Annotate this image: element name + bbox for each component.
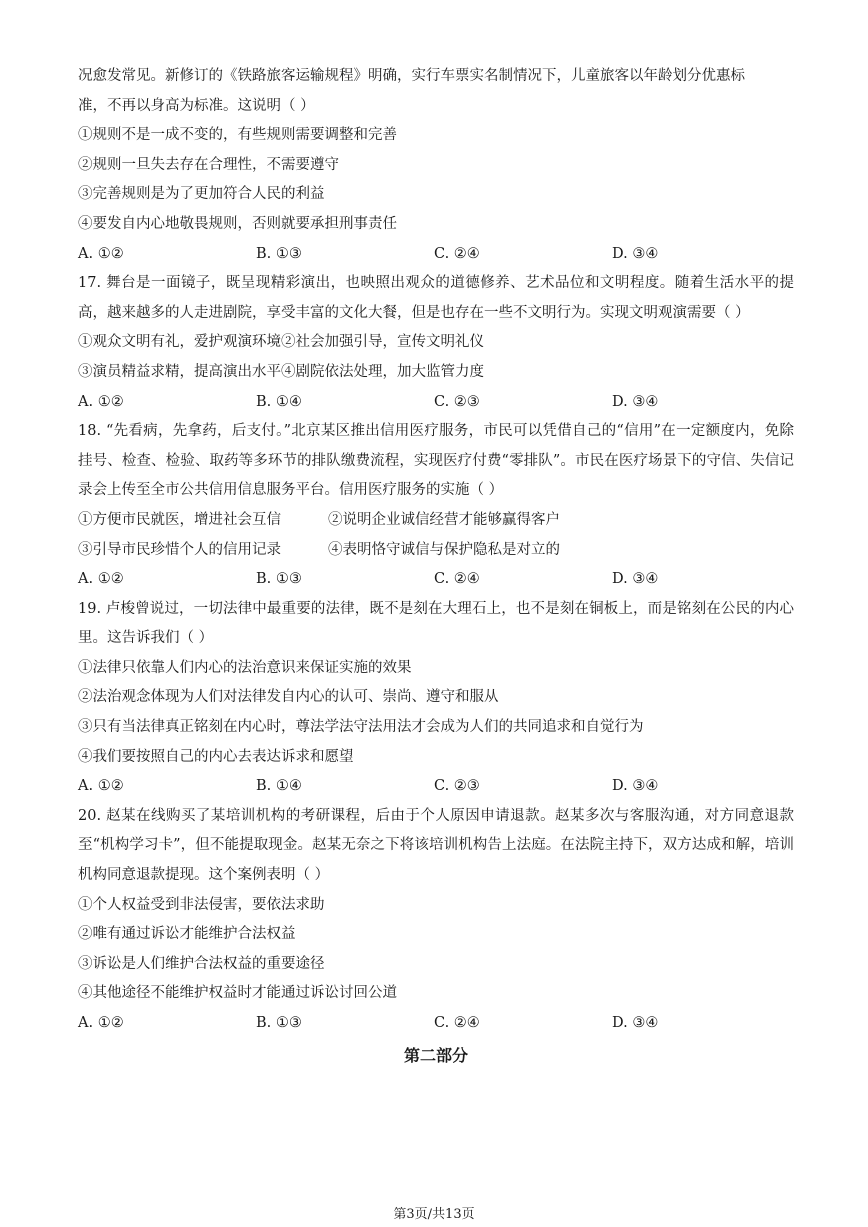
answer-options: [78, 388, 794, 418]
question-20: [78, 802, 794, 1039]
statement-item: ③诉讼是人们维护合法权益的重要途径: [78, 955, 325, 972]
statement-item: ④要发自内心地敬畏规则，否则就要承担刑事责任: [78, 215, 397, 232]
option-c: C. ②④: [434, 245, 480, 262]
question-stem-line: 准，不再以身高为标准。这说明（ ）: [78, 97, 315, 114]
option-c: C. ②③: [434, 393, 480, 410]
statement-item: ①法律只依靠人们内心的法治意识来保证实施的效果: [78, 659, 412, 676]
section-heading: 第二部分: [403, 1045, 468, 1065]
question-16-continuation: [78, 62, 794, 269]
statement-item: ③引导市民珍惜个人的信用记录: [78, 541, 281, 558]
statement-pair: [78, 536, 794, 566]
statement-item: ①规则不是一成不变的，有些规则需要调整和完善: [78, 127, 397, 144]
answer-options: [78, 565, 794, 595]
option-d: D. ③④: [612, 778, 659, 795]
question-19: [78, 595, 794, 802]
option-d: D. ③④: [612, 245, 659, 262]
option-c: C. ②④: [434, 1015, 480, 1031]
question-17: [78, 269, 794, 417]
statement-item: ④表明恪守诚信与保护隐私是对立的: [328, 541, 560, 558]
page-content: [78, 62, 794, 1081]
statement-item: ①个人权益受到非法侵害，要依法求助: [78, 896, 325, 913]
statement-item: ③演员精益求精，提高演出水平④剧院依法处理，加大监管力度: [78, 363, 484, 380]
statement-item: ②说明企业诚信经营才能够赢得客户: [328, 511, 560, 528]
option-b: B. ①④: [256, 778, 302, 795]
page-number-footer: 第3页/共13页: [393, 1207, 475, 1222]
question-18: [78, 417, 794, 595]
option-b: B. ①③: [256, 571, 302, 588]
option-a: A. ①②: [78, 778, 124, 795]
question-stem: 17. 舞台是一面镜子，既呈现精彩演出，也映照出观众的道德修养、艺术品位和文明程度。随着生活水平的提高，越来越多的人走进剧院，享受丰富的文化大餐，但是也存在一些不文明行为。实现文明观演需要（ ）: [78, 275, 794, 321]
option-d: D. ③④: [612, 1015, 659, 1031]
statement-item: ②规则一旦失去存在合理性，不需要遵守: [78, 156, 339, 173]
statement-item: ①方便市民就医，增进社会互信: [78, 511, 281, 528]
question-stem: 18. “先看病，先拿药，后支付。”北京某区推出信用医疗服务，市民可以凭借自己的“信用”在一定额度内，免除挂号、检查、检验、取药等多环节的排队缴费流程，实现医疗付费“零排队”。市民在医疗场景下的守信、失信记录会上传至全市公共信用信息服务平台。信用医疗服务的实施（ ）: [78, 423, 794, 499]
option-a: A. ①②: [78, 393, 124, 410]
option-b: B. ①③: [256, 245, 302, 262]
option-c: C. ②④: [434, 571, 480, 588]
option-b: B. ①③: [256, 1015, 302, 1031]
statement-item: ④其他途径不能维护权益时才能通过诉讼讨回公道: [78, 985, 397, 1002]
statement-item: ②唯有通过诉讼才能维护合法权益: [78, 926, 296, 943]
statement-item: ②法治观念体现为人们对法律发自内心的认可、崇尚、遵守和服从: [78, 689, 499, 706]
option-d: D. ③④: [612, 571, 659, 588]
question-stem: 20. 赵某在线购买了某培训机构的考研课程，后由于个人原因申请退款。赵某多次与客服沟通，对方同意退款至“机构学习卡”，但不能提取现金。赵某无奈之下将该培训机构告上法庭。在法院主持下，双方达成和解，培训机构同意退款提现。这个案例表明（ ）: [78, 807, 794, 884]
question-stem-line: 况愈发常见。新修订的《铁路旅客运输规程》明确，实行车票实名制情况下，儿童旅客以年龄划分优惠标: [78, 68, 745, 84]
option-c: C. ②③: [434, 778, 480, 795]
statement-item: ③只有当法律真正铭刻在内心时，尊法学法守法用法才会成为人们的共同追求和自觉行为: [78, 719, 644, 736]
statement-item: ④我们要按照自己的内心去表达诉求和愿望: [78, 748, 354, 765]
option-a: A. ①②: [78, 245, 124, 262]
answer-options: [78, 240, 794, 270]
option-b: B. ①④: [256, 393, 302, 410]
option-a: A. ①②: [78, 1015, 124, 1031]
statement-item: ①观众文明有礼，爱护观演环境②社会加强引导，宣传文明礼仪: [78, 334, 484, 351]
answer-options: [78, 772, 794, 802]
statement-pair: [78, 506, 794, 536]
question-stem: 19. 卢梭曾说过，一切法律中最重要的法律，既不是刻在大理石上，也不是刻在铜板上，而是铭刻在公民的内心里。这告诉我们（ ）: [78, 600, 794, 647]
option-a: A. ①②: [78, 571, 124, 588]
answer-options: [78, 1009, 794, 1039]
option-d: D. ③④: [612, 393, 659, 410]
statement-item: ③完善规则是为了更加符合人民的利益: [78, 186, 325, 203]
